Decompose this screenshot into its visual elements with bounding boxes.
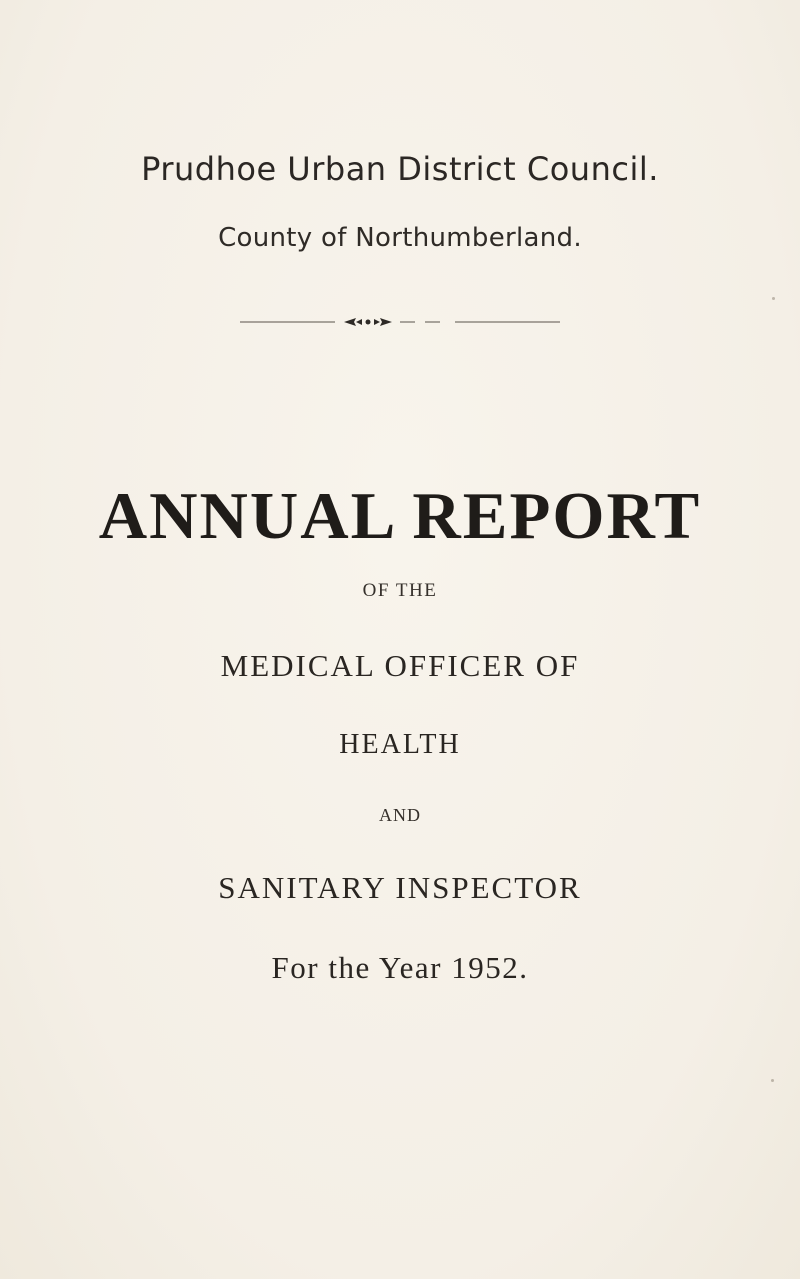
report-title: ANNUAL REPORT bbox=[98, 479, 702, 553]
report-and: AND bbox=[379, 805, 421, 825]
paper-speck bbox=[772, 297, 775, 300]
report-of-the: OF THE bbox=[362, 580, 438, 601]
report-year: For the Year 1952. bbox=[271, 950, 529, 985]
county-name: County of Northumberland. bbox=[218, 223, 582, 253]
report-medical-officer: MEDICAL OFFICER OF bbox=[220, 648, 580, 683]
paper-speck bbox=[771, 1079, 774, 1082]
report-sanitary-inspector: SANITARY INSPECTOR bbox=[218, 870, 582, 905]
diamond-arrow-rule-icon bbox=[240, 312, 560, 332]
council-name: Prudhoe Urban District Council. bbox=[141, 150, 659, 188]
report-health: HEALTH bbox=[339, 729, 461, 760]
